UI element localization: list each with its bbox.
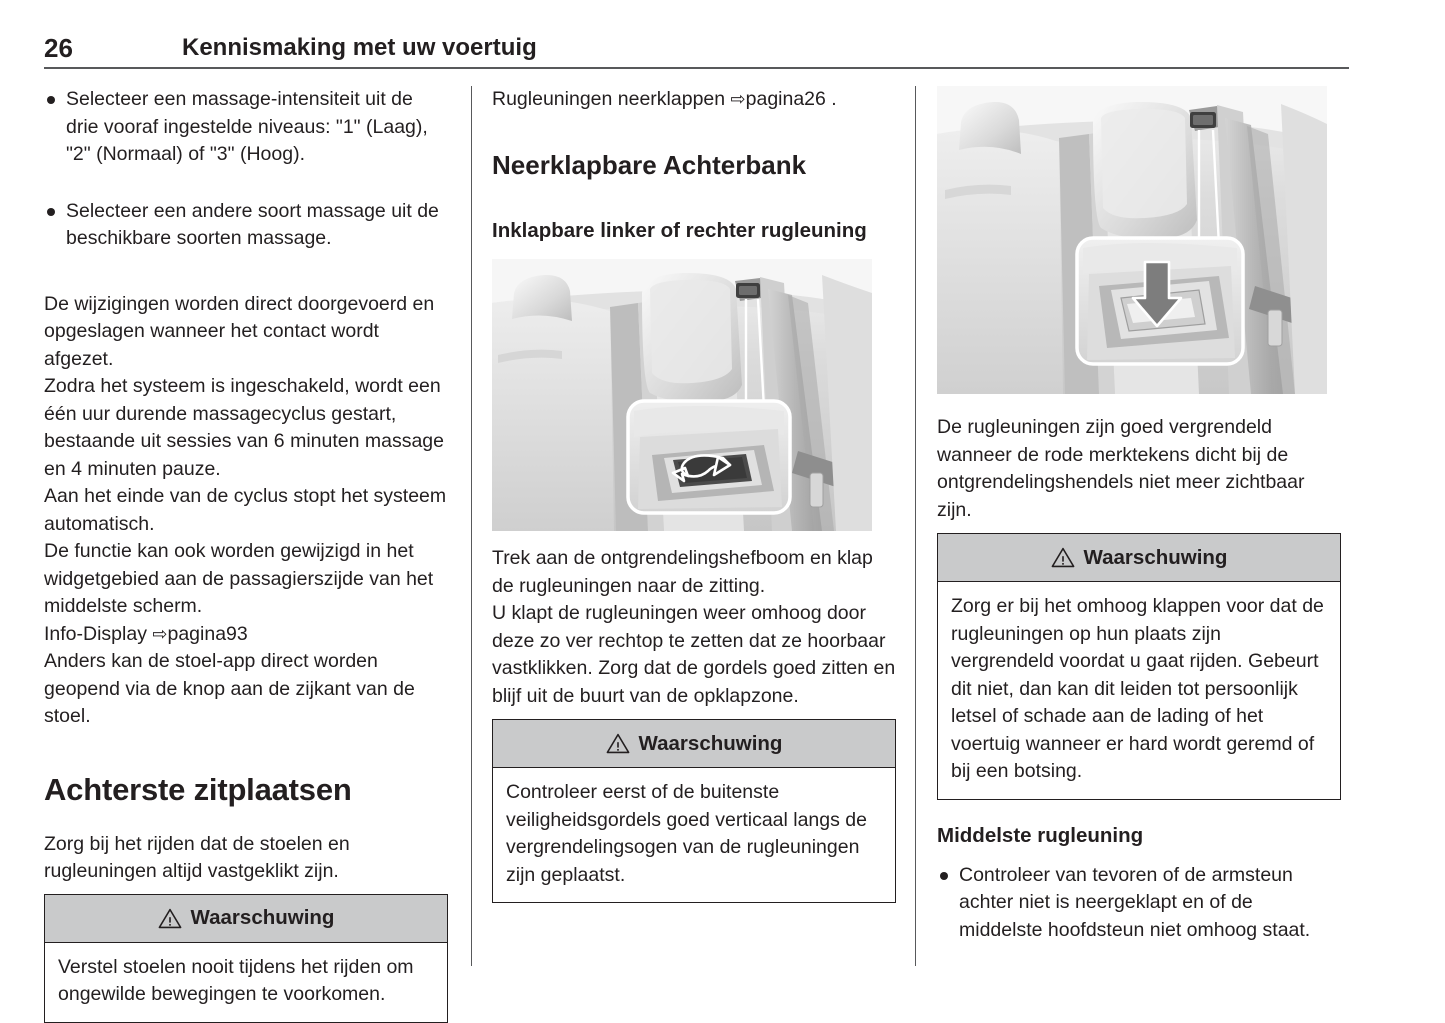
paragraph: Zorg bij het rijden dat de stoelen en rugleuningen altijd vastgeklikt zijn. xyxy=(44,832,350,882)
paragraph: De wijzigingen worden direct doorgevoerd en opgeslagen wanneer het contact wordt afgezet. xyxy=(44,292,435,370)
spacer xyxy=(937,850,1341,862)
paragraph: Anders kan de stoel-app direct worden geopend via de knop aan de zijkant van de stoel. xyxy=(44,650,415,727)
warning-triangle-icon xyxy=(158,908,182,929)
rear-seat-release-lever-figure xyxy=(492,259,872,531)
column-divider-1 xyxy=(471,86,472,966)
list-item-text: Selecteer een andere soort massage uit de beschikbare soorten massage. xyxy=(66,199,439,249)
cross-reference xyxy=(492,86,896,114)
paragraph: Zodra het systeem is ingeschakeld, wordt een één uur durende massagecyclus gestart, bestaande uit sessies van 6 minuten massage en 4 minuten pauze. xyxy=(44,375,444,480)
spacer xyxy=(937,800,1341,822)
paragraph: U klapt de rugleuningen weer omhoog door deze zo ver rechtop te zetten dat ze hoorbaar vastklikken. Zorg dat de gordels goed zitten en blijf uit de buurt van de opklapzone. xyxy=(492,602,896,707)
warning-box xyxy=(937,533,1341,800)
warning-box xyxy=(44,894,448,1023)
bullet-dot-icon xyxy=(47,208,55,216)
spacer xyxy=(937,524,1341,533)
list-item-text: Selecteer een massage-intensiteit uit de drie vooraf ingestelde niveaus: "1" (Laag), "2" (Normaal) of "3" (Hoog). xyxy=(66,88,428,165)
page-title: Kennismaking met uw voertuig xyxy=(182,34,537,61)
arrow-right-icon: ⇨ xyxy=(730,89,746,110)
cross-reference-suffix: . xyxy=(831,88,837,110)
warning-box-body: Zorg er bij het omhoog klappen voor dat de rugleuningen op hun plaats zijn vergrendeld voordat u gaat rijden. Gebeurt dit niet, dan kan dit leiden tot persoonlijk letsel of schade aan de lading of het voertuig wanneer er hard wordt geremd of bij een botsing. xyxy=(951,595,1324,782)
warning-triangle-icon xyxy=(1051,547,1075,568)
spacer xyxy=(44,731,448,771)
warning-box-title: Waarschuwing xyxy=(1083,545,1228,569)
arrow-right-icon: ⇨ xyxy=(152,623,168,645)
bullet-dot-icon xyxy=(47,96,55,104)
spacer xyxy=(937,394,1341,414)
spacer xyxy=(492,245,896,259)
header-divider xyxy=(44,67,1349,69)
column-divider-2 xyxy=(915,86,916,966)
warning-triangle-icon xyxy=(606,733,630,754)
cross-reference-target: pagina93 xyxy=(167,622,248,645)
warning-box-header xyxy=(493,720,895,768)
list-item xyxy=(44,86,448,169)
spacer xyxy=(492,710,896,719)
section-heading: Neerklapbare Achterbank xyxy=(492,149,807,180)
list-item xyxy=(937,862,1341,945)
page-number: 26 xyxy=(44,33,73,63)
paragraph: De rugleuningen zijn goed vergrendeld wanneer de rode merktekens dicht bij de ontgrendelingshendels niet meer zichtbaar zijn. xyxy=(937,416,1305,521)
spacer xyxy=(492,114,896,132)
paragraph: De functie kan ook worden gewijzigd in het widgetgebied aan de passagierszijde van het middelste scherm. xyxy=(44,540,434,617)
spacer xyxy=(44,269,448,291)
cross-reference-label: Info-Display xyxy=(44,622,147,645)
warning-box-body: Verstel stoelen nooit tijdens het rijden om ongewilde bewegingen te voorkomen. xyxy=(58,955,414,1005)
spacer xyxy=(44,185,448,198)
column-1 xyxy=(44,86,448,1023)
bullet-dot-icon xyxy=(940,872,948,880)
subsection-heading: Middelste rugleuning xyxy=(937,823,1144,847)
column-3 xyxy=(937,86,1341,944)
spacer xyxy=(44,886,448,894)
column-2 xyxy=(492,86,896,903)
spacer xyxy=(492,531,896,545)
list-item-text: Controleer van tevoren of de armsteun achter niet is neergeklapt en of de middelste hoofdsteun niet omhoog staat. xyxy=(959,863,1311,941)
spacer xyxy=(44,809,448,831)
cross-reference-target: pagina26 xyxy=(745,88,826,110)
list-item xyxy=(44,198,448,253)
warning-box-header xyxy=(45,895,447,943)
warning-box-header xyxy=(938,534,1340,582)
paragraph: Aan het einde van de cyclus stopt het systeem automatisch. xyxy=(44,485,447,535)
warning-box-title: Waarschuwing xyxy=(190,906,335,929)
rear-seat-lock-down-arrow-figure xyxy=(937,86,1327,394)
cross-reference-label: Rugleuningen neerklappen xyxy=(492,88,726,110)
warning-box xyxy=(492,719,896,903)
warning-box-title: Waarschuwing xyxy=(638,731,783,755)
spacer xyxy=(492,199,896,217)
section-heading: Achterste zitplaatsen xyxy=(44,771,352,807)
cross-reference xyxy=(44,621,448,649)
page-header xyxy=(44,32,1349,68)
warning-box-body: Controleer eerst of de buitenste veiligheidsgordels goed verticaal langs de vergrendelingsogen van de rugleuningen zijn geplaatst. xyxy=(506,781,867,886)
subsection-heading: Inklapbare linker of rechter rugleuning xyxy=(492,219,867,243)
paragraph: Trek aan de ontgrendelingshefboom en klap de rugleuningen naar de zitting. xyxy=(492,547,873,597)
